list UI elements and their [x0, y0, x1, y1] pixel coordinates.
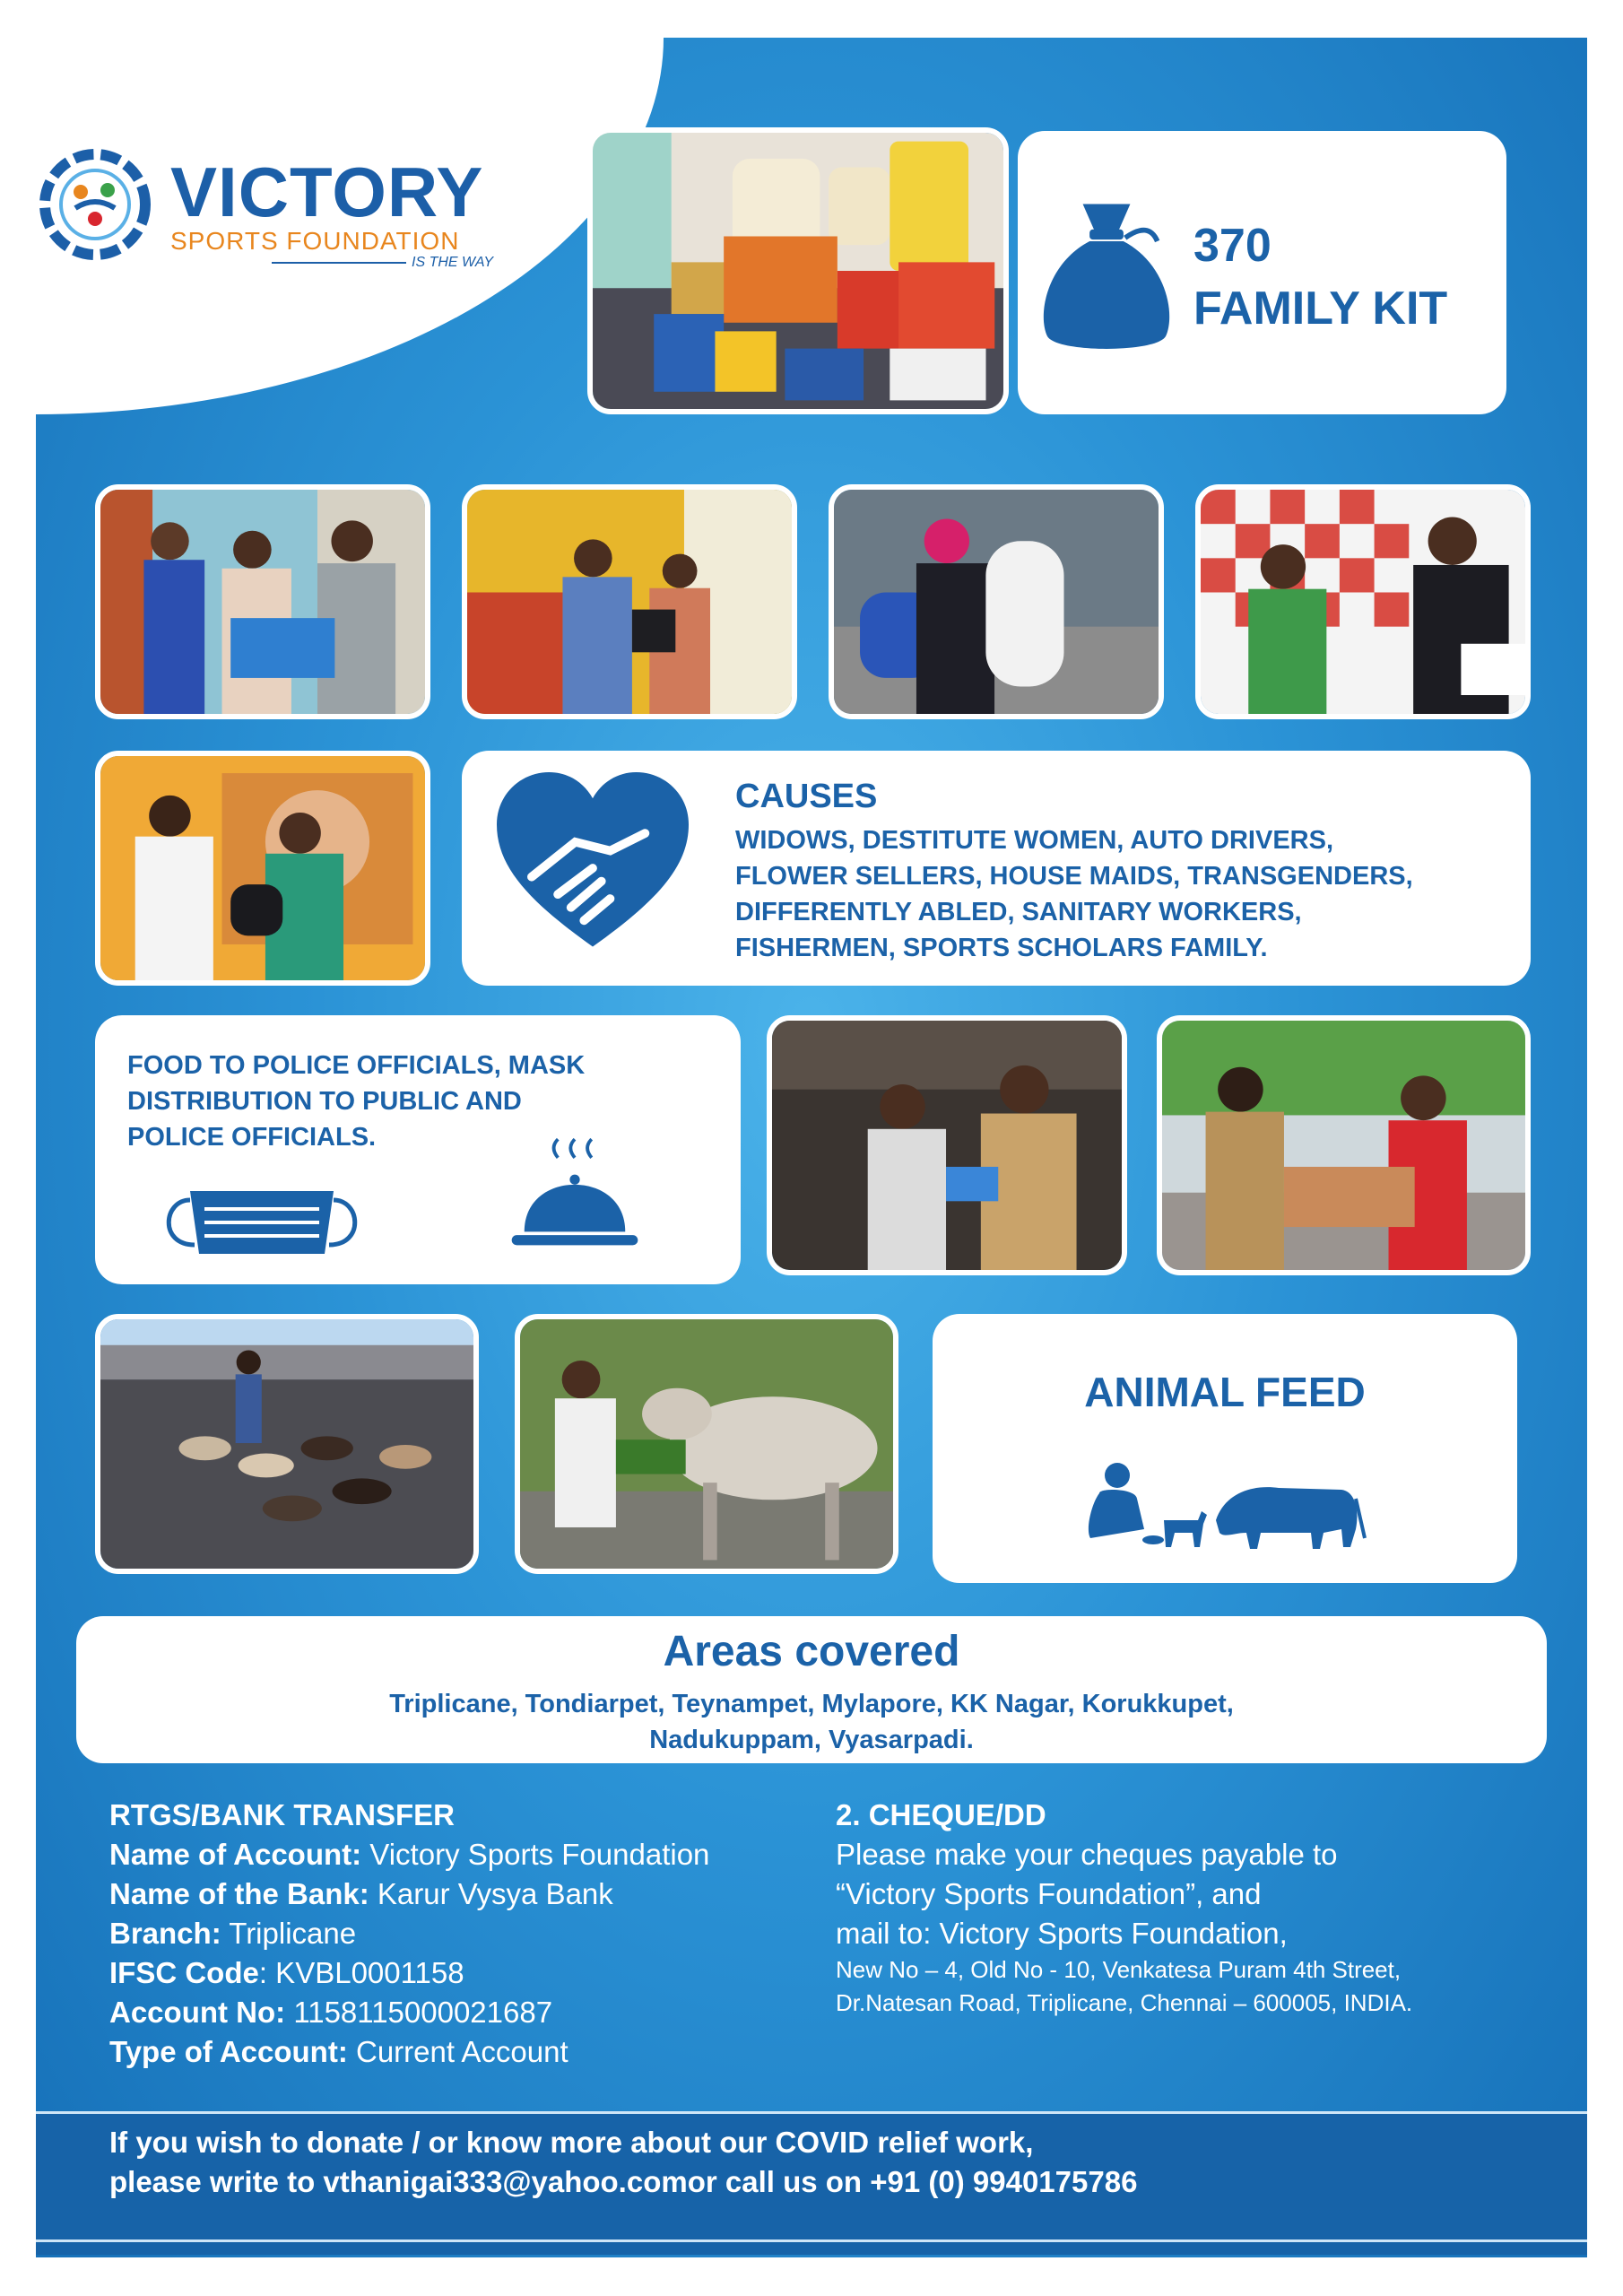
bank-heading: RTGS/BANK TRANSFER — [109, 1798, 455, 1831]
footer-divider — [36, 2239, 1587, 2242]
causes-list — [735, 822, 1435, 966]
areas-card — [76, 1616, 1547, 1763]
bank-transfer-section — [109, 1796, 791, 2072]
bank-value: 1158115000021687 — [285, 1996, 553, 2029]
bank-value: Victory Sports Foundation — [361, 1838, 710, 1871]
police-photo-2 — [1157, 1015, 1531, 1275]
police-line: FOOD TO POLICE OFFICIALS, MASK — [127, 1051, 586, 1080]
bank-row — [109, 1874, 791, 1914]
distribution-photo-1 — [95, 484, 430, 719]
distribution-photo-2 — [462, 484, 797, 719]
sack-icon — [1030, 187, 1183, 357]
bank-label: Type of Account: — [109, 2035, 348, 2068]
logo — [36, 136, 610, 271]
footer-line-2: please write to vthanigai333@yahoo.comor call us on +91 (0) 9940175786 — [109, 2165, 1138, 2198]
bank-value: Triplicane — [221, 1917, 357, 1950]
distribution-photo-4 — [1195, 484, 1531, 719]
distribution-photo-5 — [95, 751, 430, 986]
family-kit-count: 370 — [1193, 220, 1271, 272]
animal-feeding-icon — [1081, 1457, 1368, 1556]
distribution-photo-3 — [829, 484, 1164, 719]
cheque-address-line: New No – 4, Old No - 10, Venkatesa Puram 4th Street, — [836, 1956, 1402, 1983]
bank-row — [109, 1835, 791, 1874]
logo-name: VICTORY — [170, 152, 484, 231]
causes-title: CAUSES — [735, 778, 878, 815]
footer-contact — [109, 2123, 1544, 2202]
cheque-line: “Victory Sports Foundation”, and — [836, 1877, 1262, 1910]
logo-tagline: IS THE WAY — [412, 255, 493, 270]
areas-line: Triplicane, Tondiarpet, Teynampet, Mylapore, KK Nagar, Korukkupet, — [389, 1690, 1234, 1718]
poster — [36, 38, 1587, 2257]
cheque-line: Please make your cheques payable to — [836, 1838, 1338, 1871]
causes-line: WIDOWS, DESTITUTE WOMEN, AUTO DRIVERS, — [735, 826, 1333, 855]
police-line: POLICE OFFICIALS. — [127, 1123, 377, 1152]
bank-label: Name of Account: — [109, 1838, 362, 1871]
police-card — [95, 1015, 741, 1284]
family-kit-label: FAMILY KIT — [1193, 283, 1448, 335]
cattle-feeding-photo — [515, 1314, 898, 1574]
areas-title: Areas covered — [663, 1628, 960, 1675]
food-cloche-icon — [508, 1128, 642, 1263]
logo-tagline-row — [170, 255, 493, 271]
face-mask-icon — [154, 1182, 369, 1263]
logo-emblem-icon — [36, 145, 154, 264]
cheque-line: mail to: Victory Sports Foundation, — [836, 1917, 1288, 1950]
bank-label: Account No: — [109, 1996, 286, 2029]
cheque-section — [836, 1796, 1553, 2020]
causes-line: DIFFERENTLY ABLED, SANITARY WORKERS, — [735, 898, 1302, 926]
bank-row — [109, 1953, 791, 1993]
police-photo-1 — [767, 1015, 1127, 1275]
cheque-heading: 2. CHEQUE/DD — [836, 1798, 1046, 1831]
police-line: DISTRIBUTION TO PUBLIC AND — [127, 1087, 522, 1116]
bank-value: Karur Vysya Bank — [369, 1877, 613, 1910]
footer-line-1: If you wish to donate / or know more about our COVID relief work, — [109, 2126, 1034, 2159]
bank-label: IFSC Code — [109, 1956, 259, 1989]
heart-handshake-icon — [494, 772, 691, 964]
causes-line: FLOWER SELLERS, HOUSE MAIDS, TRANSGENDERS, — [735, 862, 1413, 891]
areas-list — [76, 1686, 1547, 1758]
bank-value: : KVBL0001158 — [258, 1956, 464, 1989]
animal-feed-card — [933, 1314, 1517, 1583]
bank-label: Branch: — [109, 1917, 221, 1950]
causes-line: FISHERMEN, SPORTS SCHOLARS FAMILY. — [735, 934, 1268, 962]
bank-label: Name of the Bank: — [109, 1877, 369, 1910]
logo-subtitle: SPORTS FOUNDATION — [170, 227, 460, 255]
logo-text — [170, 152, 493, 271]
animal-feed-title: ANIMAL FEED — [1084, 1369, 1366, 1415]
grocery-kit-photo — [587, 127, 1009, 414]
bank-value: Current Account — [347, 2035, 568, 2068]
cheque-address-line: Dr.Natesan Road, Triplicane, Chennai – 600005, INDIA. — [836, 1989, 1413, 2016]
footer-divider — [36, 2111, 1587, 2114]
bank-row — [109, 2032, 791, 2072]
causes-card — [462, 751, 1531, 986]
bank-row — [109, 1914, 791, 1953]
stray-dogs-photo — [95, 1314, 479, 1574]
family-kit-card — [1018, 131, 1506, 414]
bank-row — [109, 1993, 791, 2032]
areas-line: Nadukuppam, Vyasarpadi. — [649, 1726, 974, 1754]
